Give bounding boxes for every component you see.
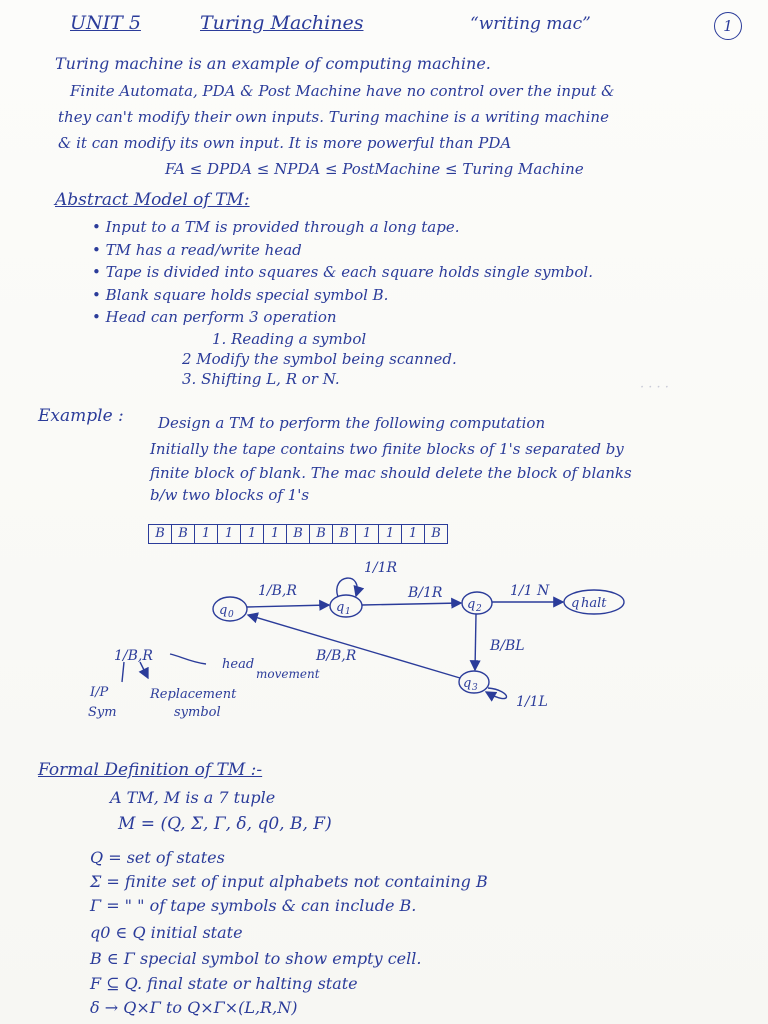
tape-cell: 1	[263, 525, 286, 543]
legend-replacement: Replacement	[150, 687, 237, 702]
tape-cell: 1	[194, 525, 217, 543]
tape-cell: B	[286, 525, 309, 543]
state-label-sub: 1	[345, 607, 351, 617]
operation-item: 2 Modify the symbol being scanned.	[182, 350, 457, 368]
formal-tuple: M = (Q, Σ, Γ, δ, q0, B, F)	[118, 814, 332, 834]
legend-symbol: symbol	[174, 705, 221, 720]
legend-head: head	[222, 657, 255, 672]
state-label: q	[571, 596, 580, 611]
example-label: Example :	[38, 406, 124, 426]
state-label-sub: 3	[472, 683, 478, 693]
legend-sym: Sym	[88, 705, 117, 720]
legend-movement: movement	[256, 667, 320, 681]
state-label: halt	[581, 596, 607, 611]
operation-item: 3. Shifting L, R or N.	[182, 370, 340, 388]
legend-ip: I/P	[90, 685, 109, 700]
definition-item: F ⊆ Q. final state or halting state	[90, 974, 358, 993]
page-title: Turing Machines	[200, 12, 364, 34]
tape-cell: B	[309, 525, 332, 543]
legend-ip-line	[122, 662, 124, 682]
tape-cell: 1	[217, 525, 240, 543]
abstract-bullet: • TM has a read/write head	[92, 241, 302, 259]
intro-line-4: & it can modify its own input. It is more powerful than PDA	[58, 134, 512, 152]
example-line-3: finite block of blank. The mac should delete the block of blanks	[150, 464, 632, 482]
abstract-bullet-text: TM has a read/write head	[105, 241, 302, 259]
abstract-bullet: • Tape is divided into squares & each square holds single symbol.	[92, 263, 593, 281]
edge-q0-q1	[247, 605, 329, 607]
example-line-4: b/w two blocks of 1's	[150, 486, 310, 504]
definition-item: B ∈ Γ special symbol to show empty cell.	[90, 949, 422, 968]
abstract-bullet: • Head can perform 3 operation	[92, 308, 337, 326]
intro-line-2: Finite Automata, PDA & Post Machine have no control over the input &	[70, 82, 615, 100]
abstract-bullet-text: Blank square holds special symbol B.	[105, 286, 389, 304]
transition-label: B/B,R	[316, 648, 357, 664]
legend-head-line	[170, 654, 206, 664]
definition-item: q0 ∈ Q initial state	[90, 923, 243, 942]
legend-repl-arrow	[140, 662, 148, 678]
tape-cell: 1	[240, 525, 263, 543]
definition-item: δ → Q×Γ to Q×Γ×(L,R,N)	[90, 998, 298, 1017]
abstract-heading: Abstract Model of TM:	[55, 190, 250, 210]
example-line-2: Initially the tape contains two finite blocks of 1's separated by	[150, 440, 624, 458]
transition-label: 1/1L	[516, 694, 548, 710]
tape-cell: B	[171, 525, 194, 543]
intro-line-3: they can't modify their own inputs. Turing machine is a writing machine	[58, 108, 609, 126]
transition-label: 1/1 N	[510, 583, 550, 599]
edge-q3-self	[486, 688, 507, 699]
formal-line-1: A TM, M is a 7 tuple	[110, 788, 276, 807]
tape-cell: B	[148, 525, 171, 543]
edge-q1-q2	[362, 603, 461, 605]
state-label-sub: 2	[476, 604, 482, 614]
tape-cell: 1	[401, 525, 424, 543]
page-number: 1	[714, 12, 742, 40]
transition-label: B/BL	[490, 638, 525, 654]
transition-label: 1/1R	[364, 560, 398, 576]
edge-q2-q3	[475, 614, 476, 670]
transition-label: 1/B,R	[258, 583, 297, 599]
state-label-sub: 0	[228, 610, 234, 620]
operation-item: 1. Reading a symbol	[212, 330, 367, 348]
definition-item: Q = set of states	[90, 848, 225, 867]
abstract-bullet-text: Head can perform 3 operation	[105, 308, 337, 326]
bleed-through-text: · · · ·	[640, 380, 669, 395]
intro-line-1: Turing machine is an example of computing machine.	[55, 54, 491, 73]
abstract-bullet: • Blank square holds special symbol B.	[92, 286, 389, 304]
tape-cell: 1	[378, 525, 401, 543]
tape-cell: B	[424, 525, 447, 543]
state-label: q	[463, 676, 472, 691]
abstract-bullet-text: Tape is divided into squares & each square holds single symbol.	[105, 263, 593, 281]
state-label: q	[336, 600, 345, 615]
abstract-bullet: • Input to a TM is provided through a long tape.	[92, 218, 460, 236]
state-label: q	[219, 603, 228, 618]
legend-example: 1/B,R	[114, 648, 153, 664]
transition-label: B/1R	[408, 585, 443, 601]
definition-item: Γ = " " of tape symbols & can include B.	[90, 896, 417, 915]
edge-q1-self	[337, 578, 357, 597]
state-diagram	[0, 540, 768, 740]
tape-cell: B	[332, 525, 355, 543]
abstract-bullet-text: Input to a TM is provided through a long tape.	[105, 218, 460, 236]
state-label: q	[467, 597, 476, 612]
formal-heading: Formal Definition of TM :-	[38, 760, 263, 780]
definition-item: Σ = finite set of input alphabets not containing B	[90, 872, 488, 891]
page-subtitle: “writing mac”	[470, 14, 591, 34]
intro-hierarchy: FA ≤ DPDA ≤ NPDA ≤ PostMachine ≤ Turing Machine	[165, 160, 584, 178]
tape-cell: 1	[355, 525, 378, 543]
unit-label: UNIT 5	[70, 12, 141, 34]
example-line-1: Design a TM to perform the following computation	[158, 414, 546, 432]
